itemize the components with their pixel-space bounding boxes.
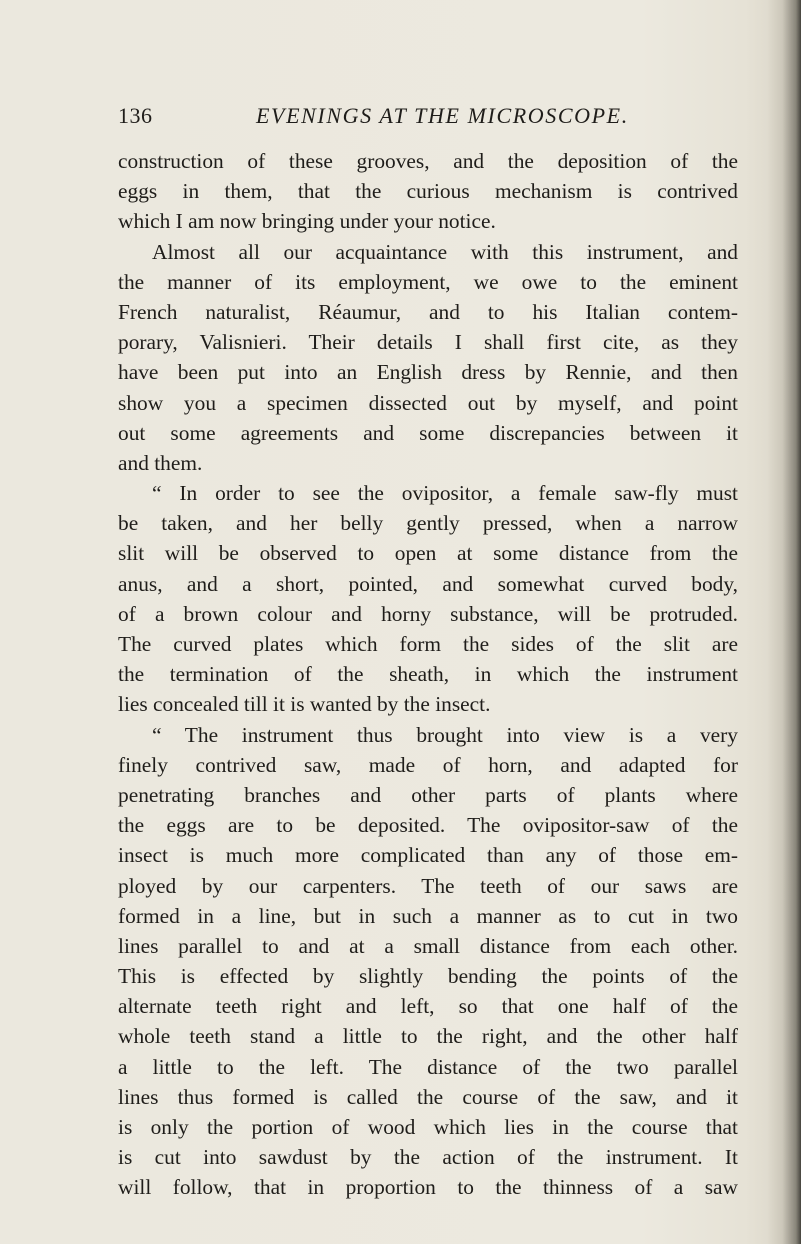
- text-line: The curved plates which form the sides of the slit are: [118, 632, 738, 656]
- text-line: be taken, and her belly gently pressed, when a narrow: [118, 511, 738, 536]
- text-line: French naturalist, Réaumur, and to his Italian contem-: [118, 299, 738, 324]
- text-line: This is effected by slightly bending the points of the: [118, 964, 738, 989]
- text-line: lines parallel to and at a small distance from each other.: [118, 933, 738, 958]
- text-line: the termination of the sheath, in which the instrument: [118, 662, 738, 687]
- text-line: formed in a line, but in such a manner as to cut in two: [118, 903, 738, 928]
- text-line: Almost all our acquaintance with this instrument, and: [152, 239, 738, 264]
- text-line: out some agreements and some discrepancies between it: [118, 420, 738, 445]
- text-line: eggs in them, that the curious mechanism is contrived: [118, 179, 738, 204]
- text-line: construction of these grooves, and the deposition of the: [118, 149, 738, 173]
- text-line: is only the portion of wood which lies in the course that: [118, 1115, 738, 1139]
- text-line: lies concealed till it is wanted by the insect.: [118, 692, 491, 717]
- text-line: a little to the left. The distance of the two parallel: [118, 1054, 738, 1079]
- text-line: insect is much more complicated than any of those em-: [118, 843, 738, 868]
- text-line: have been put into an English dress by Rennie, and then: [118, 360, 738, 385]
- body-text: [118, 146, 738, 1203]
- text-line: show you a specimen dissected out by myself, and point: [118, 390, 738, 415]
- text-line: of a brown colour and horny substance, will be protruded.: [118, 601, 738, 626]
- page-number: 136: [118, 103, 153, 128]
- text-line: penetrating branches and other parts of plants where: [118, 782, 738, 807]
- text-line: and them.: [118, 450, 203, 475]
- text-line: finely contrived saw, made of horn, and adapted for: [118, 752, 738, 777]
- text-line: “ The instrument thus brought into view is a very: [152, 722, 738, 747]
- text-line: lines thus formed is called the course of the saw, and it: [118, 1084, 738, 1109]
- text-line: anus, and a short, pointed, and somewhat curved body,: [118, 571, 738, 596]
- text-line: ployed by our carpenters. The teeth of our saws are: [118, 873, 738, 898]
- text-line: the eggs are to be deposited. The ovipositor-saw of the: [118, 813, 738, 838]
- page-edge-shadow: [767, 0, 801, 1244]
- text-line: “ In order to see the ovipositor, a female saw-fly must: [152, 481, 738, 506]
- text-line: is cut into sawdust by the action of the instrument. It: [118, 1145, 738, 1170]
- text-line: will follow, that in proportion to the thinness of a saw: [118, 1175, 738, 1200]
- text-line: which I am now bringing under your notice.: [118, 209, 496, 234]
- text-line: whole teeth stand a little to the right, and the other half: [118, 1024, 738, 1049]
- page-header: [118, 103, 738, 133]
- running-head: EVENINGS AT THE MICROSCOPE.: [256, 103, 629, 128]
- text-line: slit will be observed to open at some distance from the: [118, 541, 738, 566]
- text-line: porary, Valisnieri. Their details I shall first cite, as they: [118, 330, 738, 355]
- text-line: alternate teeth right and left, so that one half of the: [118, 994, 738, 1019]
- text-line: the manner of its employment, we owe to the eminent: [118, 269, 738, 294]
